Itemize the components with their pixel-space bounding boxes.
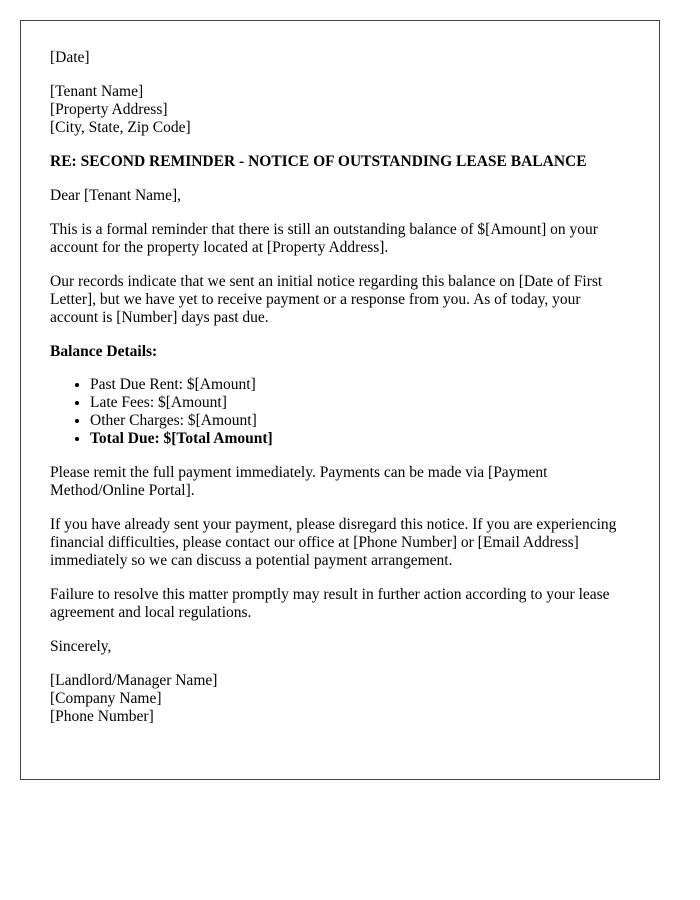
balance-item-late-fees: • Late Fees: $[Amount] xyxy=(90,394,630,412)
signature-block xyxy=(50,672,630,726)
signature-company: [Company Name] xyxy=(50,690,162,707)
letter-subject: RE: SECOND REMINDER - NOTICE OF OUTSTANDING LEASE BALANCE xyxy=(50,153,587,170)
balance-details-list xyxy=(50,376,630,448)
balance-item-past-due-rent: • Past Due Rent: $[Amount] xyxy=(90,376,630,394)
balance-item-total-due: • Total Due: $[Total Amount] xyxy=(90,430,630,448)
recipient-city-state-zip: [City, State, Zip Code] xyxy=(50,119,191,136)
salutation: Dear [Tenant Name], xyxy=(50,187,182,204)
signature-phone: [Phone Number] xyxy=(50,708,154,725)
balance-details-heading: Balance Details: xyxy=(50,343,158,360)
paragraph-remit-payment: Please remit the full payment immediately. Payments can be made via [Payment Method/Online Portal]. xyxy=(50,464,548,499)
letter-page xyxy=(20,20,660,780)
paragraph-initial-notice: Our records indicate that we sent an initial notice regarding this balance on [Date of First Letter], but we have yet to receive payment or a response from you. As of today, your account is [Number] days past due. xyxy=(50,273,603,326)
paragraph-disregard-notice: If you have already sent your payment, please disregard this notice. If you are experiencing financial difficulties, please contact our office at [Phone Number] or [Email Address] immediately so we can discuss a potential payment arrangement. xyxy=(50,516,617,569)
recipient-name: [Tenant Name] xyxy=(50,83,144,100)
paragraph-outstanding-balance: This is a formal reminder that there is still an outstanding balance of $[Amount] on your account for the property located at [Property Address]. xyxy=(50,221,598,256)
recipient-address: [Property Address] xyxy=(50,101,168,118)
recipient-block xyxy=(50,83,630,137)
signoff: Sincerely, xyxy=(50,638,112,655)
balance-item-other-charges: • Other Charges: $[Amount] xyxy=(90,412,630,430)
signature-name: [Landlord/Manager Name] xyxy=(50,672,218,689)
paragraph-further-action: Failure to resolve this matter promptly may result in further action according to your lease agreement and local regulations. xyxy=(50,586,610,621)
letter-date: [Date] xyxy=(50,49,90,66)
